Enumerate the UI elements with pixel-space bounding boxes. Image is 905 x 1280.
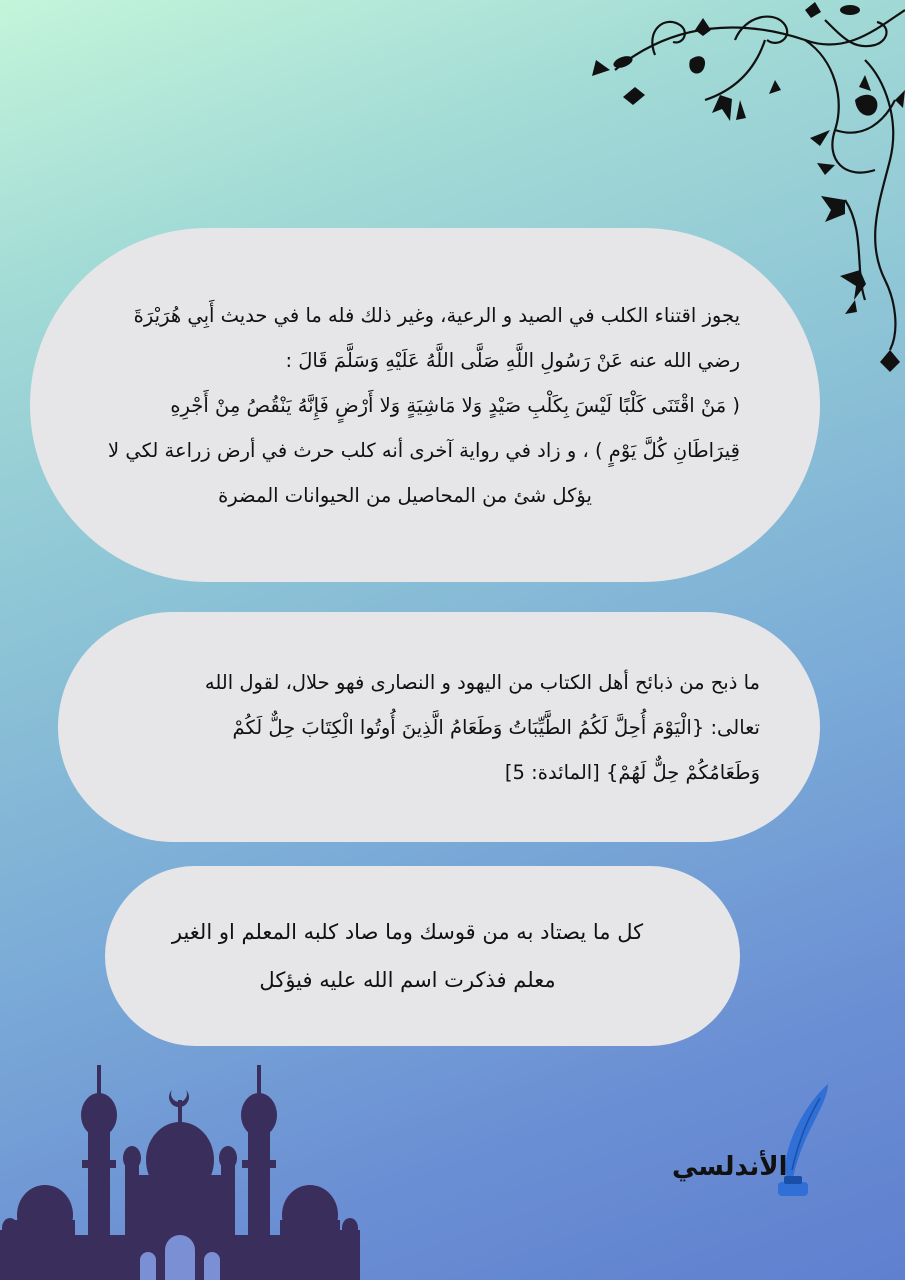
- signature-text: الأندلسي: [672, 1152, 788, 1182]
- bubble-2-line-2: تعالى: {الْيَوْمَ أُحِلَّ لَكُمُ الطَّيِّبَاتُ وَطَعَامُ الَّذِينَ أُوتُوا الْكِتَابَ حِلٌّ لَكُمْ: [232, 715, 760, 739]
- text-bubble-3: [105, 866, 740, 1046]
- bubble-3-line-2: معلم فذكرت اسم الله عليه فيؤكل: [259, 968, 556, 992]
- bubble-1-line-1: يجوز اقتناء الكلب في الصيد و الرعية، وغير ذلك فله ما في حديث أَبِي هُرَيْرَةَ: [133, 303, 740, 327]
- bubble-1-line-4: قِيرَاطَانِ كُلَّ يَوْمٍ ) ، و زاد في رواية آخرى أنه كلب حرث في أرض زراعة لكي لا: [108, 438, 740, 462]
- bubble-1-line-3: ( مَنْ اقْتَنَى كَلْبًا لَيْسَ بِكَلْبِ صَيْدٍ وَلا مَاشِيَةٍ وَلا أَرْضٍ فَإِنَّهُ يَنْقُصُ مِنْ أَجْرِهِ: [170, 393, 740, 417]
- quill-inkwell-icon: [670, 1080, 840, 1200]
- bubble-1-line-2: رضي الله عنه عَنْ رَسُولِ اللَّهِ صَلَّى اللَّهُ عَلَيْهِ وَسَلَّمَ قَالَ :: [285, 348, 740, 372]
- text-bubble-2: [58, 612, 820, 842]
- bubble-3-line-1: كل ما يصتاد به من قوسك وما صاد كلبه المعلم او الغير: [171, 920, 644, 944]
- bubble-2-line-3: وَطَعَامُكُمْ حِلٌّ لَهُمْ} [المائدة: 5]: [504, 760, 760, 784]
- mosque-silhouette-icon: [0, 1060, 360, 1280]
- text-bubble-1: [30, 228, 820, 582]
- bubble-1-line-5: يؤكل شئ من المحاصيل من الحيوانات المضرة: [218, 483, 592, 507]
- bubble-2-line-1: ما ذبح من ذبائح أهل الكتاب من اليهود و النصارى فهو حلال، لقول الله: [204, 670, 760, 694]
